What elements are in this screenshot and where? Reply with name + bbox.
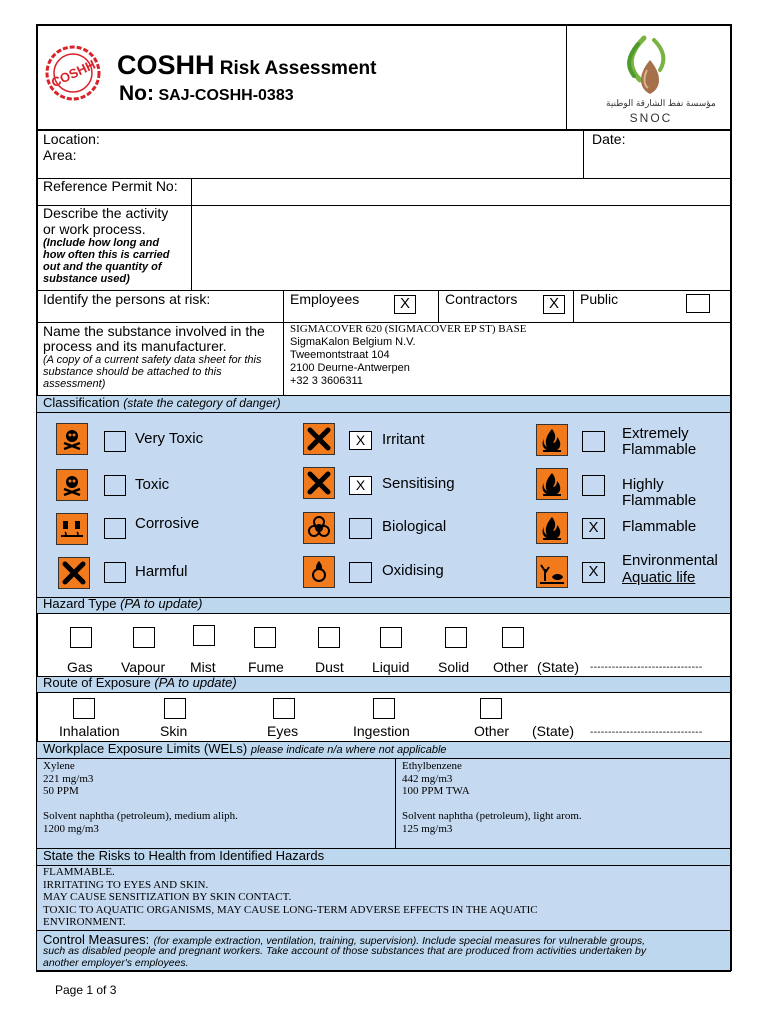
logo-arabic-text: مؤسسة نفط الشارقة الوطنية: [606, 98, 716, 108]
flame-icon: [536, 424, 568, 456]
skull-icon: [56, 423, 88, 455]
activity-note-3: out and the quantity of: [43, 261, 162, 273]
inhalation-label: Inhalation: [59, 723, 120, 739]
public-checkbox[interactable]: [686, 294, 710, 313]
route-other-checkbox[interactable]: [480, 698, 502, 719]
biological-checkbox[interactable]: [349, 518, 372, 539]
eyes-checkbox[interactable]: [273, 698, 295, 719]
page-number: Page 1 of 3: [55, 983, 117, 997]
wel-right-2: 442 mg/m3: [402, 773, 453, 785]
document-number: No: SAJ-COSHH-0383: [119, 82, 294, 105]
harmful-label: Harmful: [135, 563, 188, 580]
date-label: Date:: [592, 131, 626, 147]
flame-icon: [536, 512, 568, 544]
activity-field[interactable]: [193, 207, 729, 290]
environmental-checkbox[interactable]: X: [582, 562, 605, 583]
permit-field[interactable]: [193, 180, 729, 204]
other-label: Other: [493, 659, 529, 675]
solid-label: Solid: [438, 659, 470, 675]
fume-checkbox[interactable]: [254, 627, 276, 648]
contractors-label: Contractors: [445, 291, 518, 307]
skull-icon: [56, 469, 88, 501]
substance-note-1: (A copy of a current safety data sheet for this: [43, 354, 262, 366]
toxic-checkbox[interactable]: [104, 475, 126, 496]
very-toxic-label: Very Toxic: [135, 430, 204, 447]
substance-label-2: process and its manufacturer.: [43, 338, 227, 354]
other-checkbox[interactable]: [502, 627, 524, 648]
vapour-label: Vapour: [121, 659, 166, 675]
risk-line-5: ENVIRONMENT.: [43, 916, 126, 928]
inhalation-checkbox[interactable]: [73, 698, 95, 719]
highly-flammable-label-1: Highly: [622, 476, 664, 493]
wel-right-3: 100 PPM TWA: [402, 785, 470, 797]
substance-note-3: assessment): [43, 378, 106, 390]
gas-label: Gas: [67, 659, 93, 675]
flame-icon: [536, 468, 568, 500]
irritant-checkbox[interactable]: X: [349, 431, 372, 450]
extremely-flammable-label-1: Extremely: [622, 425, 689, 442]
wel-left-2: 221 mg/m3: [43, 773, 94, 785]
eyes-label: Eyes: [267, 723, 299, 739]
stamp-text: COSHH: [48, 56, 98, 91]
risk-line-1: FLAMMABLE.: [43, 866, 115, 878]
activity-note-4: substance used): [43, 273, 130, 285]
risk-line-3: MAY CAUSE SENSITIZATION BY SKIN CONTACT.: [43, 891, 292, 903]
gas-checkbox[interactable]: [70, 627, 92, 648]
risk-line-4: TOXIC TO AQUATIC ORGANISMS, MAY CAUSE LONG-TERM ADVERSE EFFECTS IN THE AQUATIC: [43, 904, 538, 916]
control-note-2: such as disabled people and pregnant workers. Take account of those substances that are produced from activities undertaken by: [43, 945, 647, 957]
route-header: Route of Exposure (PA to update): [43, 675, 237, 690]
public-label: Public: [580, 291, 619, 307]
location-label: Location:: [43, 131, 100, 147]
corrosive-checkbox[interactable]: [104, 518, 126, 539]
wel-left-6: 1200 mg/m3: [43, 823, 99, 835]
liquid-label: Liquid: [372, 659, 410, 675]
dust-checkbox[interactable]: [318, 627, 340, 648]
wel-header: Workplace Exposure Limits (WELs) please indicate n/a where not applicable: [43, 741, 447, 756]
substance-label-1: Name the substance involved in the: [43, 323, 265, 339]
substance-value-1: SIGMACOVER 620 (SIGMACOVER EP ST) BASE: [290, 323, 527, 335]
mist-label: Mist: [190, 659, 216, 675]
irritant-label: Irritant: [382, 431, 425, 448]
permit-label: Reference Permit No:: [43, 178, 178, 194]
wel-left-3: 50 PPM: [43, 785, 79, 797]
risk-line-2: IRRITATING TO EYES AND SKIN.: [43, 879, 209, 891]
employees-checkbox[interactable]: X: [394, 295, 416, 314]
highly-flammable-label-2: Flammable: [622, 492, 697, 509]
environmental-label-1: Environmental: [622, 552, 718, 569]
route-other-label: Other: [474, 723, 510, 739]
risks-header: State the Risks to Health from Identified Hazards: [43, 848, 325, 863]
control-note-3: another employer's employees.: [43, 957, 189, 969]
biological-label: Biological: [382, 518, 447, 535]
route-state-label: (State): [532, 723, 575, 739]
wel-right-5: Solvent naphtha (petroleum), light arom.: [402, 810, 582, 822]
corrosive-icon: [56, 513, 88, 545]
logo-latin-text: SNOC: [629, 111, 673, 125]
classification-header: Classification (state the category of danger): [43, 395, 281, 410]
activity-note-1: (Include how long and: [43, 237, 160, 249]
cross-icon: [58, 557, 90, 589]
environment-icon: [536, 556, 568, 588]
oxidising-checkbox[interactable]: [349, 562, 372, 583]
skin-checkbox[interactable]: [164, 698, 186, 719]
wel-right-6: 125 mg/m3: [402, 823, 453, 835]
substance-value-5: +32 3 3606311: [290, 375, 363, 387]
toxic-label: Toxic: [135, 476, 170, 493]
employees-label: Employees: [290, 291, 360, 307]
ingestion-checkbox[interactable]: [373, 698, 395, 719]
wel-left-5: Solvent naphtha (petroleum), medium aliph.: [43, 810, 238, 822]
dust-label: Dust: [315, 659, 344, 675]
state-field[interactable]: -------------------------------: [590, 662, 703, 673]
cross-icon: [303, 423, 335, 455]
control-header: Control Measures: (for example extraction, ventilation, training, supervision). Include special measures for vulnerable groups,: [43, 932, 646, 947]
persons-label: Identify the persons at risk:: [43, 291, 211, 307]
environmental-label-2: Aquatic life: [622, 569, 696, 586]
activity-label-2: or work process.: [43, 221, 146, 237]
skin-label: Skin: [160, 723, 188, 739]
substance-note-2: substance should be attached to this: [43, 366, 222, 378]
corrosive-label: Corrosive: [135, 515, 200, 532]
area-label: Area:: [43, 147, 77, 163]
sensitising-checkbox[interactable]: X: [349, 476, 372, 495]
contractors-checkbox[interactable]: X: [543, 295, 565, 314]
highly-flammable-checkbox[interactable]: [582, 475, 605, 496]
harmful-checkbox[interactable]: [104, 562, 126, 583]
wel-left-1: Xylene: [43, 760, 75, 772]
snoc-logo: [600, 30, 716, 128]
very-toxic-checkbox[interactable]: [104, 431, 126, 452]
vapour-checkbox[interactable]: [133, 627, 155, 648]
route-state-field[interactable]: -------------------------------: [590, 727, 703, 738]
cross-icon: [303, 467, 335, 499]
sensitising-label: Sensitising: [382, 475, 455, 492]
extremely-flammable-checkbox[interactable]: [582, 431, 605, 452]
oxidising-icon: [303, 556, 335, 588]
ingestion-label: Ingestion: [353, 723, 410, 739]
flammable-label: Flammable: [622, 518, 697, 535]
substance-value-2: SigmaKalon Belgium N.V.: [290, 336, 416, 348]
wel-right-1: Ethylbenzene: [402, 760, 462, 772]
fume-label: Fume: [248, 659, 284, 675]
oxidising-label: Oxidising: [382, 562, 444, 579]
biohazard-icon: [303, 512, 335, 544]
activity-label-1: Describe the activity: [43, 205, 169, 221]
flammable-checkbox[interactable]: X: [582, 518, 605, 539]
page-title: COSHH Risk Assessment: [117, 50, 377, 80]
mist-checkbox[interactable]: [193, 625, 215, 646]
state-label: (State): [537, 659, 580, 675]
solid-checkbox[interactable]: [445, 627, 467, 648]
activity-note-2: how often this is carried: [43, 249, 170, 261]
substance-value-3: Tweemontstraat 104: [290, 349, 390, 361]
hazard-type-header: Hazard Type (PA to update): [43, 596, 203, 611]
substance-value-4: 2100 Deurne-Antwerpen: [290, 362, 410, 374]
liquid-checkbox[interactable]: [380, 627, 402, 648]
coshh-stamp-logo: [44, 44, 102, 102]
extremely-flammable-label-2: Flammable: [622, 441, 697, 458]
